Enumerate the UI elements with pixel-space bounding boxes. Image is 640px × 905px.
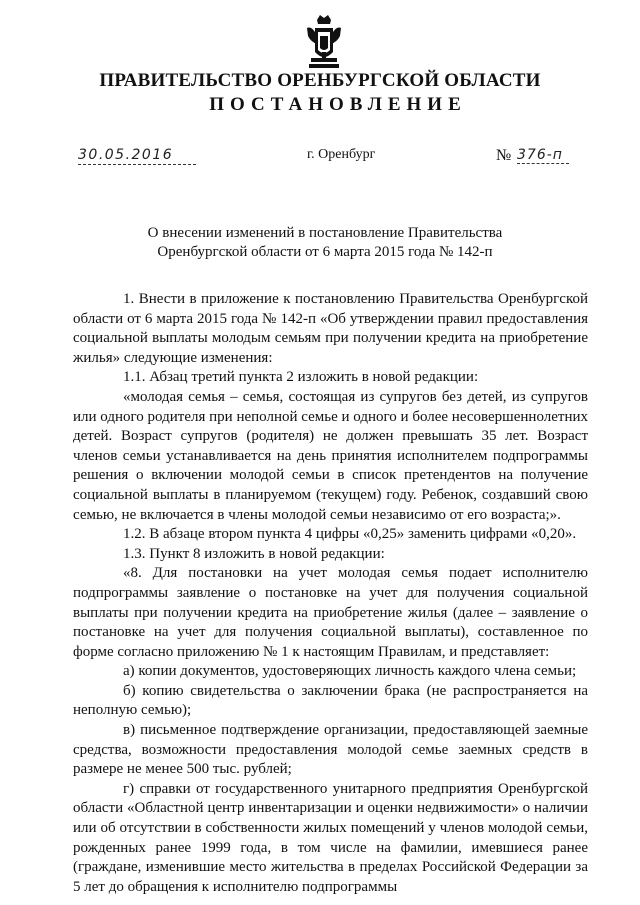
body-paragraph: «молодая семья – семья, состоящая из супругов без детей, из супругов или одного родителя при неполной семье и одного и более несовершеннолетних детей. Возраст супругов (родителя) не должен превышать 35 лет. Возраст членов семьи устанавливается на день принятия исполнителем подпрограммы решения о включении молодой семьи в список претендентов на получение социальной выплаты в планируемом (текущем) году. Ребенок, создавший свою семью, не включается в члены молодой семьи независимо от его возраста;». [73, 388, 588, 523]
decree-number-label: № [496, 147, 512, 164]
decree-body [73, 290, 588, 897]
subject-line: Оренбургской области от 6 марта 2015 года № 142-п [157, 244, 493, 260]
decree-title: ПОСТАНОВЛЕНИЕ [209, 94, 467, 115]
decree-subject [100, 224, 550, 262]
body-paragraph: а) копии документов, удостоверяющих личность каждого члена семьи; [123, 663, 577, 680]
government-title: ПРАВИТЕЛЬСТВО ОРЕНБУРГСКОЙ ОБЛАСТИ [99, 70, 541, 91]
body-paragraph: 1.1. Абзац третий пункта 2 изложить в новой редакции: [123, 369, 479, 386]
decree-meta-row [0, 147, 640, 171]
body-paragraph: «8. Для постановки на учет молодая семья подает исполнителю подпрограммы заявление о постановке на учет для получения социальной выплаты при получении кредита на приобретение жилья (далее – заявление о постановке на учет для получения социальной выплаты), составленное по форме согласно приложению № 1 к настоящим Правилам, и представляет: [73, 565, 588, 660]
coat-of-arms-icon [303, 14, 345, 70]
body-paragraph: 1.3. Пункт 8 изложить в новой редакции: [123, 545, 385, 562]
body-paragraph: 1.2. В абзаце втором пункта 4 цифры «0,25» заменить цифрами «0,20». [123, 526, 577, 543]
body-paragraph: б) копию свидетельства о заключении брака (не распространяется на неполную семью); [73, 682, 588, 719]
body-paragraph: 1. Внести в приложение к постановлению Правительства Оренбургской области от 6 марта 2015 года № 142-п «Об утверждении правил предоставления социальной выплаты молодым семьям при получении кредита на приобретение жилья» следующие изменения: [73, 291, 588, 366]
body-paragraph: г) справки от государственного унитарного предприятия Оренбургской области «Областной центр инвентаризации и оценки недвижимости» о наличии или об отсутствии в собственности жилых помещений у членов молодой семьи, рожденных ранее 1999 года, в том числе на фамилии, имевшиеся ранее (граждане, изменившие место жительства в пределах Российской Федерации за 5 лет до обращения к исполнителю подпрограммы [73, 780, 588, 895]
decree-number: 376-п [517, 147, 569, 164]
decree-city: г. Оренбург [307, 147, 376, 162]
decree-date: 30.05.2016 [78, 147, 196, 165]
body-paragraph: в) письменное подтверждение организации, предоставляющей заемные средства, возможности предоставления молодой семье заемных средств в размере не менее 500 тыс. рублей; [73, 722, 588, 778]
subject-line: О внесении изменений в постановление Правительства [147, 225, 503, 241]
